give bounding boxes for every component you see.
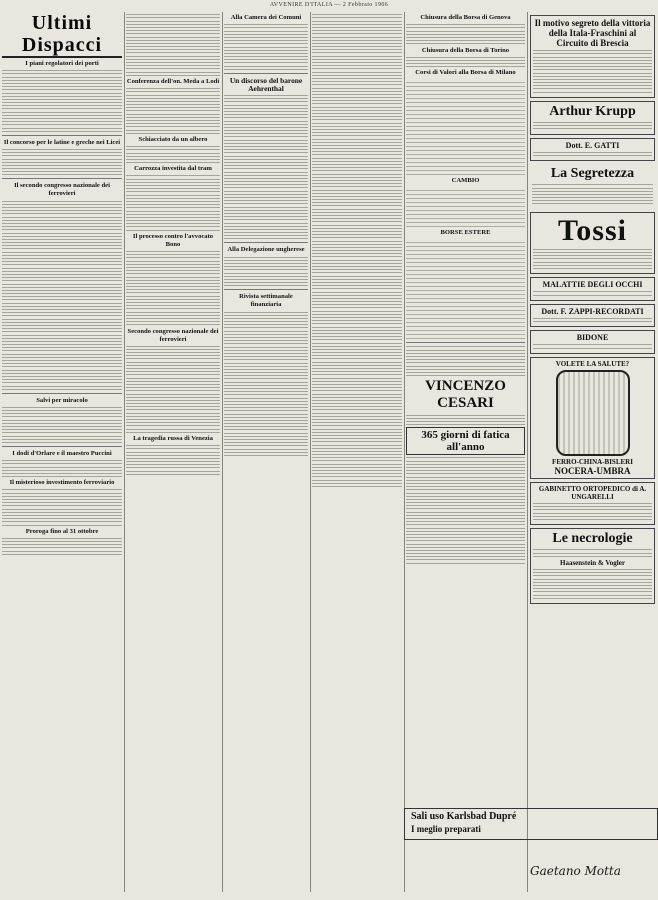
ad-occhi — [530, 277, 655, 301]
article-text — [126, 445, 220, 475]
article-text — [406, 457, 525, 563]
handwritten-signature: Gaetano Motta — [530, 864, 621, 878]
headline: Carrozza investita dal tram — [134, 165, 212, 173]
headline: La tragedia russa di Venezia — [133, 434, 213, 442]
advertisement-heading: 365 giorni di fatica all'anno — [406, 427, 525, 455]
ad-title: GABINETTO ORTOPEDICO di A. UNGARELLI — [538, 484, 647, 501]
ad-text — [533, 50, 652, 92]
column-2 — [126, 12, 220, 892]
ad-text — [533, 249, 652, 269]
ad-text — [532, 184, 653, 204]
ad-text — [533, 503, 652, 520]
ad-text — [533, 318, 652, 322]
column-5-ads — [529, 12, 656, 892]
article-text — [2, 407, 122, 443]
article-text — [126, 88, 220, 134]
ad-title: Dott. E. GATTI — [565, 140, 620, 150]
article-text — [2, 489, 122, 525]
divider — [2, 393, 122, 394]
running-head: AVVENIRE D'ITALIA — 2 Febbraio 1906 — [269, 2, 389, 8]
column-rule — [222, 12, 223, 892]
article-text — [2, 201, 122, 390]
headline: Schiacciato da un albero — [138, 135, 208, 143]
headline: I dodi d'Orlare e il maestro Puccini — [12, 449, 112, 457]
stock-table — [406, 79, 525, 175]
ad-title: Il motivo segreto della vittoria della Itala-Fraschini al Circuito di Brescia — [534, 18, 651, 48]
foreign-bourses-table — [406, 239, 525, 339]
article-text — [2, 70, 122, 132]
ad-tossi — [530, 212, 655, 275]
headline: Secondo congresso nazionale dei ferrovieri — [127, 327, 219, 343]
divider — [2, 446, 122, 447]
article-text — [224, 312, 308, 456]
ad-title: Le necrologie — [552, 531, 633, 547]
headline: Chiusura della Borsa di Torino — [421, 46, 510, 54]
headline: CAMBIO — [451, 177, 480, 185]
ad-ferro-china — [530, 357, 655, 479]
headline: Chiusura della Borsa di Genova — [420, 14, 511, 21]
headline: Alla Delegazione ungherese — [227, 246, 305, 254]
headline: Il misterioso investimento ferroviario — [9, 479, 115, 487]
article-text — [406, 24, 525, 44]
footer-ad — [404, 808, 658, 840]
ad-title: Haasenstein & Vogler — [560, 558, 625, 567]
ad-segretezza — [530, 164, 655, 209]
article-text — [224, 257, 308, 287]
ad-title: MALATTIE DEGLI OCCHI — [542, 280, 643, 290]
ad-title: VOLETE LA SALUTE? — [555, 359, 630, 368]
article-text — [126, 346, 220, 433]
ad-text — [533, 122, 652, 129]
article-text — [2, 149, 122, 176]
headline: Conferenza dell'on. Meda a Lodi — [126, 77, 220, 85]
ad-text — [533, 569, 652, 599]
ad-title: Arthur Krupp — [549, 103, 636, 119]
ad-title: Tossi — [558, 213, 627, 247]
exchange-table — [406, 187, 525, 227]
ad-krupp — [530, 101, 655, 135]
ad-gatti — [530, 138, 655, 162]
column-rule — [527, 12, 528, 892]
article-text — [406, 346, 525, 376]
column-4 — [406, 12, 525, 892]
ad-ungarelli — [530, 482, 655, 525]
headline: Il concorso per le latine e greche nei Licei — [3, 138, 121, 146]
divider — [224, 73, 308, 74]
headline: Un discorso del barone Aehrenthal — [229, 75, 303, 93]
column-rule — [404, 12, 405, 892]
ad-title: NOCERA-UMBRA — [554, 465, 631, 476]
article-text — [126, 14, 220, 76]
footer-ad-right: I meglio preparati — [411, 824, 481, 834]
column-rule — [310, 12, 311, 892]
article-text — [2, 538, 122, 555]
ad-zappi — [530, 304, 655, 328]
divider — [224, 289, 308, 290]
article-text — [312, 14, 402, 487]
column-rule — [124, 12, 125, 892]
article-text — [406, 57, 525, 68]
article-text — [224, 24, 308, 70]
ad-text — [533, 152, 652, 156]
divider — [224, 242, 308, 243]
divider — [2, 178, 122, 179]
column-1 — [2, 12, 122, 892]
ad-necrologie — [530, 528, 655, 604]
headline: Il processo contro l'avvocato Bono — [132, 232, 214, 248]
ad-itala — [530, 15, 655, 98]
ad-bidone — [530, 330, 655, 354]
headline: Rivista settimanale finanziaria — [239, 293, 293, 309]
headline: Alla Camera dei Comuni — [230, 14, 302, 21]
article-text — [126, 175, 220, 230]
article-text — [406, 415, 525, 426]
divider — [406, 342, 525, 343]
column-3 — [224, 12, 308, 892]
footer-ad-left: Sali uso Karlsbad Dupré — [411, 811, 517, 822]
ad-text — [533, 291, 652, 295]
headline: Proroga fino al 31 ottobre — [25, 527, 99, 535]
article-text — [224, 95, 308, 239]
ad-text — [533, 549, 652, 556]
article-text — [126, 251, 220, 325]
headline: Salvi per miracolo — [36, 396, 88, 404]
headline: BORSE ESTERE — [440, 229, 491, 237]
advertisement-heading: VINCENZO CESARI — [425, 378, 506, 412]
divider — [2, 135, 122, 136]
article-text — [2, 460, 122, 477]
ad-text — [533, 344, 652, 348]
ad-title: La Segretezza — [550, 166, 635, 182]
bottle-illustration — [556, 370, 630, 456]
headline: Corsi di Valori alla Borsa di Milano — [415, 69, 516, 77]
column-3b — [312, 12, 402, 892]
ad-title: FERRO-CHINA-BISLERI — [552, 457, 633, 466]
ad-title: BIDONE — [576, 333, 609, 343]
article-text — [126, 146, 220, 163]
ad-title: Dott. F. ZAPPI-RECORDATI — [541, 306, 644, 316]
headline: I piani regolatori dei porti — [25, 60, 99, 67]
masthead: Ultimi Dispacci — [2, 12, 122, 58]
headline: Il secondo congresso nazionale dei ferrovieri — [14, 182, 110, 198]
